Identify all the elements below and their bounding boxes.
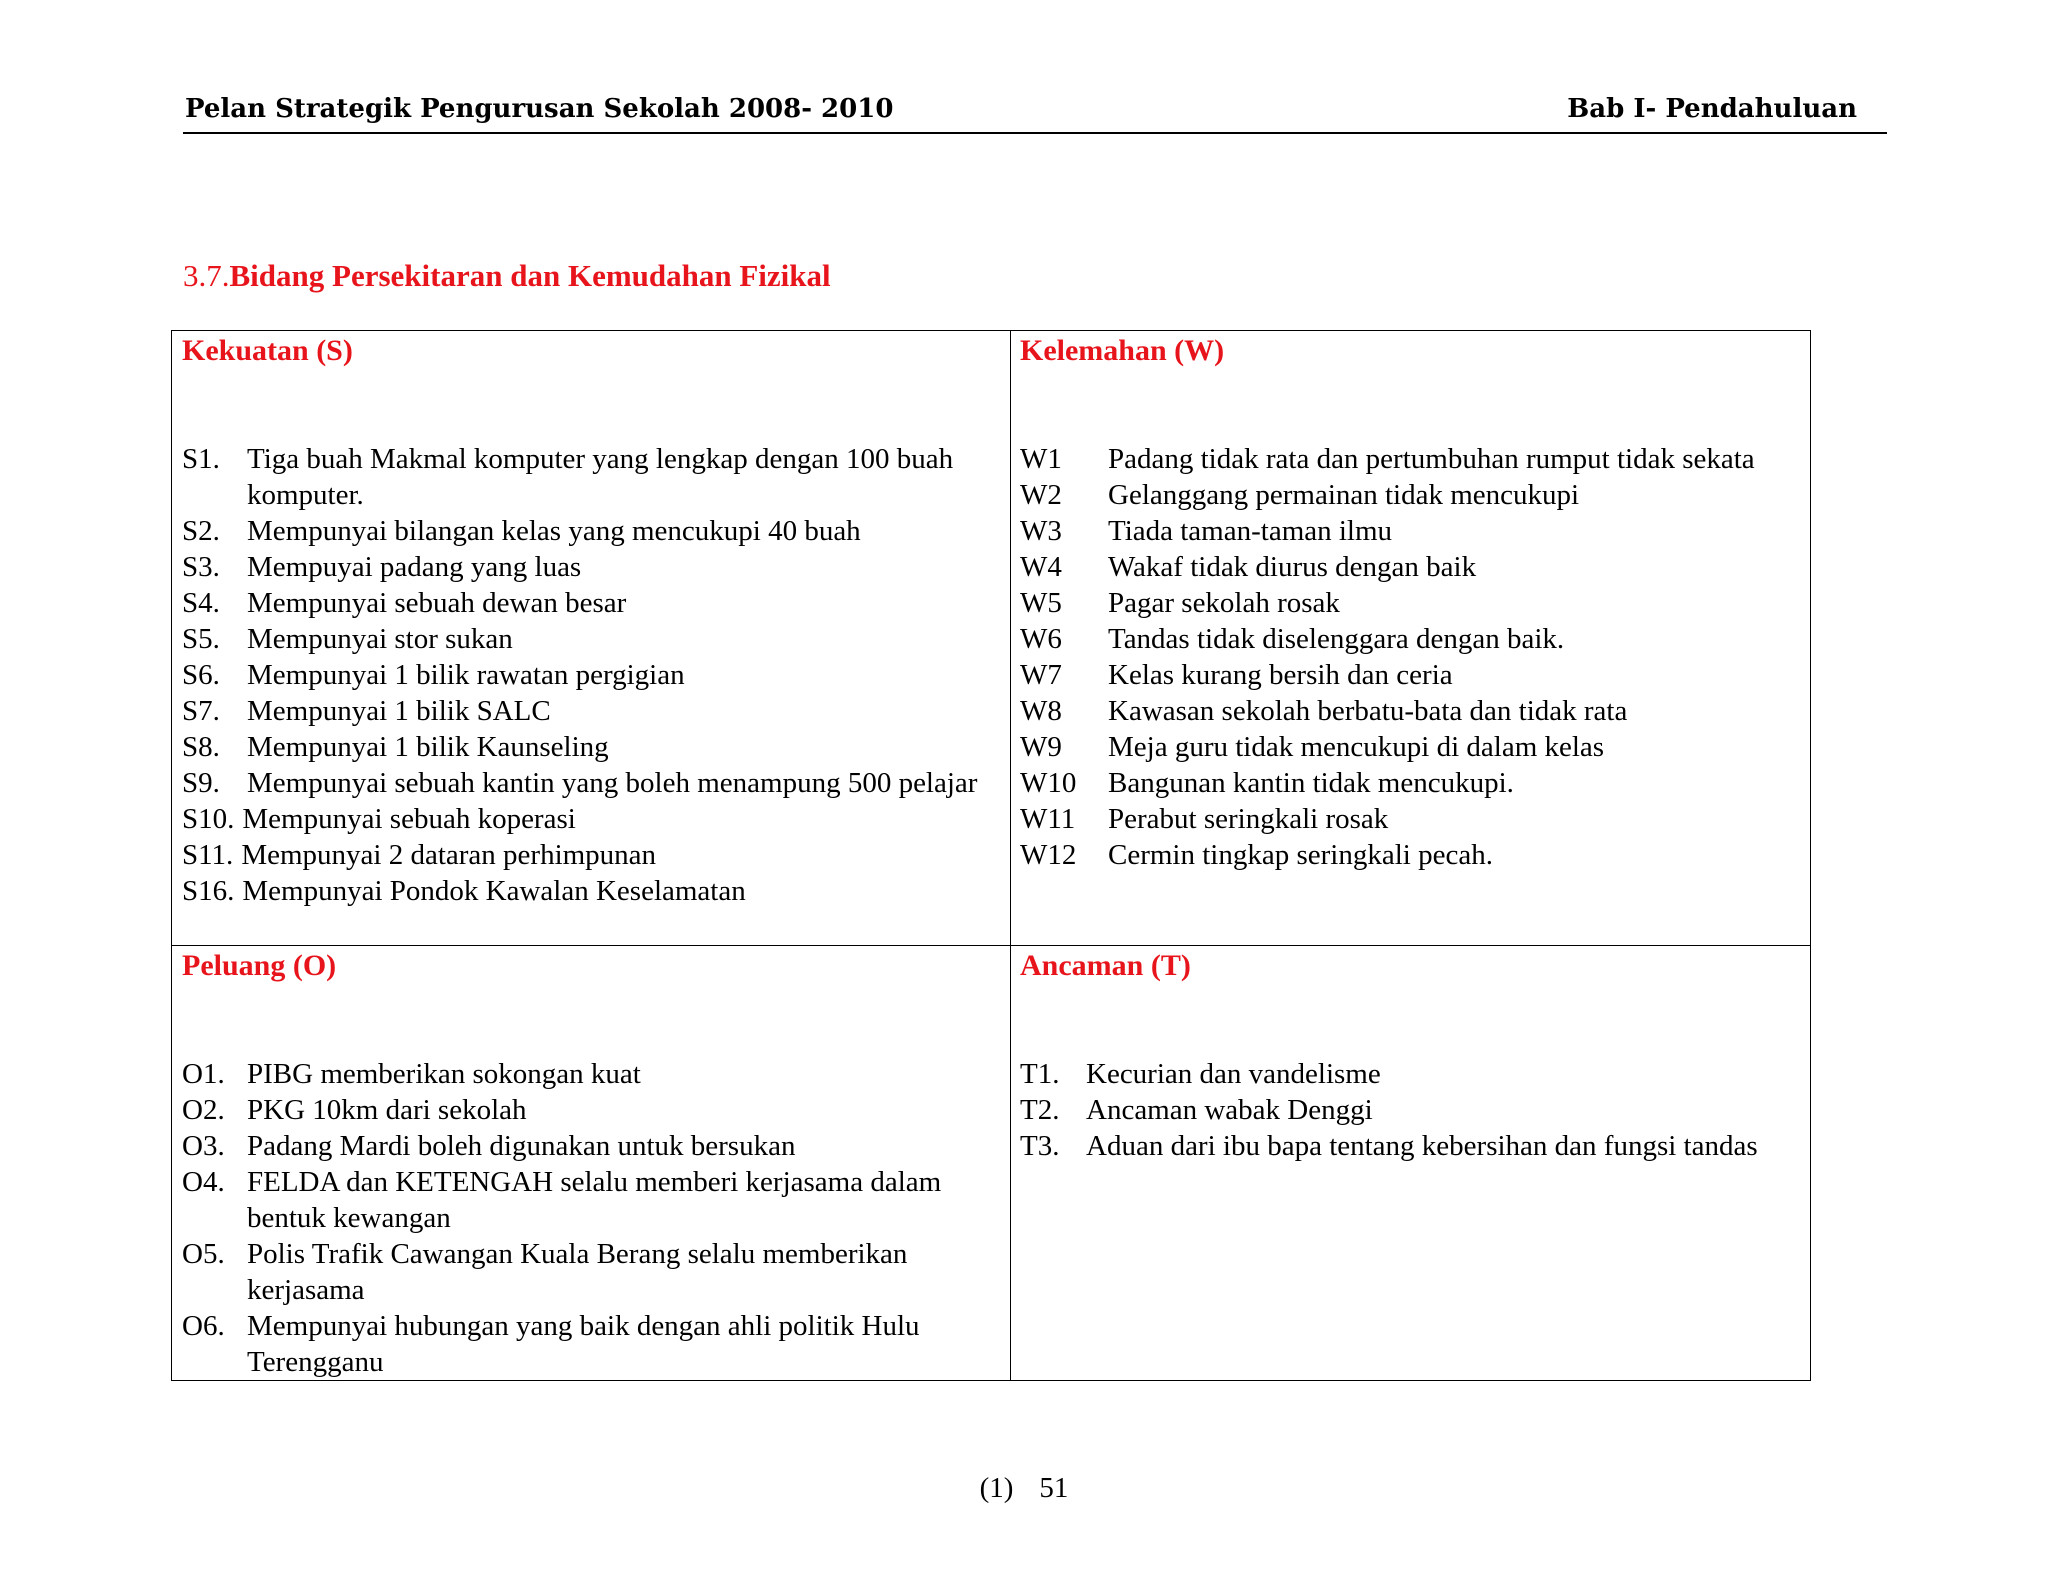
item-text: Ancaman wabak Denggi <box>1086 1094 1373 1126</box>
item-code: W12 <box>1020 839 1077 871</box>
list-item <box>182 441 1000 513</box>
item-code: O6. <box>182 1310 225 1342</box>
item-code: W7 <box>1020 659 1062 691</box>
item-text: Mempunyai sebuah kantin yang boleh menampung 500 pelajar <box>247 767 978 799</box>
item-code: O3. <box>182 1130 225 1162</box>
item-text: PIBG memberikan sokongan kuat <box>247 1058 641 1090</box>
item-code: W9 <box>1020 731 1062 763</box>
list-item <box>182 765 1000 801</box>
list-item <box>182 801 1000 837</box>
section-heading <box>183 258 831 294</box>
list-item <box>182 1092 1000 1128</box>
list-item <box>182 1164 1000 1236</box>
item-text: PKG 10km dari sekolah <box>247 1094 527 1126</box>
header-document-title: Pelan Strategik Pengurusan Sekolah 2008- 2010 <box>185 94 894 124</box>
strengths-title: Kekuatan (S) <box>182 334 353 367</box>
item-text: Mempunyai 1 bilik Kaunseling <box>247 731 609 763</box>
list-item <box>1020 657 1800 693</box>
item-text: Polis Trafik Cawangan Kuala Berang selalu memberikan kerjasama <box>247 1238 908 1306</box>
item-text: Mempunyai hubungan yang baik dengan ahli politik Hulu Terengganu <box>247 1310 920 1378</box>
item-text: Mempunyai stor sukan <box>247 623 513 655</box>
list-item <box>182 585 1000 621</box>
threats-list <box>1020 1056 1800 1164</box>
item-code: O2. <box>182 1094 225 1126</box>
list-item <box>182 837 1000 873</box>
list-item <box>1020 549 1800 585</box>
list-item <box>182 657 1000 693</box>
weaknesses-title: Kelemahan (W) <box>1020 334 1225 367</box>
item-code: T2. <box>1020 1094 1060 1126</box>
list-item <box>1020 1056 1800 1092</box>
item-text: Perabut seringkali rosak <box>1108 803 1389 835</box>
list-item <box>1020 693 1800 729</box>
weaknesses-cell <box>1010 331 1810 945</box>
item-code: S6. <box>182 659 220 691</box>
item-code: S3. <box>182 551 220 583</box>
list-item <box>182 693 1000 729</box>
item-code: S7. <box>182 695 220 727</box>
item-text: Mempuyai padang yang luas <box>247 551 582 583</box>
item-text: Mempunyai 2 dataran perhimpunan <box>241 839 657 871</box>
list-item <box>182 1128 1000 1164</box>
list-item <box>1020 621 1800 657</box>
item-text: Kecurian dan vandelisme <box>1086 1058 1381 1090</box>
item-text: Mempunyai sebuah dewan besar <box>247 587 627 619</box>
item-code: S1. <box>182 443 220 475</box>
swot-table <box>171 330 1811 1381</box>
list-item <box>1020 477 1800 513</box>
weaknesses-list <box>1020 441 1800 873</box>
section-number: 3.7. <box>183 258 230 293</box>
page-footer <box>0 1472 2048 1505</box>
item-text: Cermin tingkap seringkali pecah. <box>1108 839 1493 871</box>
item-text: Meja guru tidak mencukupi di dalam kelas <box>1108 731 1605 763</box>
item-text: Pagar sekolah rosak <box>1108 587 1340 619</box>
item-text: Tandas tidak diselenggara dengan baik. <box>1108 623 1565 655</box>
list-item <box>1020 729 1800 765</box>
list-item <box>182 729 1000 765</box>
section-title-text: Bidang Persekitaran dan Kemudahan Fizikal <box>229 258 831 293</box>
strengths-cell <box>172 331 1010 945</box>
list-item <box>1020 513 1800 549</box>
list-item <box>182 621 1000 657</box>
item-code: W2 <box>1020 479 1062 511</box>
list-item <box>182 1236 1000 1308</box>
item-text: Bangunan kantin tidak mencukupi. <box>1108 767 1514 799</box>
item-code: S2. <box>182 515 220 547</box>
item-text: Padang tidak rata dan pertumbuhan rumput tidak sekata <box>1108 443 1755 475</box>
item-code: T3. <box>1020 1130 1060 1162</box>
footer-section-marker: (1) <box>979 1472 1014 1504</box>
item-text: Kelas kurang bersih dan ceria <box>1108 659 1453 691</box>
item-code: W5 <box>1020 587 1062 619</box>
item-text: Mempunyai bilangan kelas yang mencukupi 40 buah <box>247 515 861 547</box>
item-text: Padang Mardi boleh digunakan untuk bersukan <box>247 1130 796 1162</box>
opportunities-title: Peluang (O) <box>182 949 337 982</box>
list-item <box>1020 441 1800 477</box>
item-text: Wakaf tidak diurus dengan baik <box>1108 551 1477 583</box>
list-item <box>182 513 1000 549</box>
item-code: S16. <box>182 875 235 907</box>
item-text: Aduan dari ibu bapa tentang kebersihan dan fungsi tandas <box>1086 1130 1758 1162</box>
item-code: W8 <box>1020 695 1062 727</box>
list-item <box>182 1308 1000 1380</box>
opportunities-list <box>182 1056 1000 1380</box>
list-item <box>1020 585 1800 621</box>
threats-title: Ancaman (T) <box>1020 949 1191 982</box>
item-code: O1. <box>182 1058 225 1090</box>
item-text: Mempunyai 1 bilik rawatan pergigian <box>247 659 685 691</box>
list-item <box>1020 1128 1800 1164</box>
item-text: FELDA dan KETENGAH selalu memberi kerjasama dalam bentuk kewangan <box>247 1166 942 1234</box>
list-item <box>182 549 1000 585</box>
header-chapter-title: Bab I- Pendahuluan <box>1567 94 1857 124</box>
item-text: Tiga buah Makmal komputer yang lengkap dengan 100 buah komputer. <box>247 443 954 511</box>
item-text: Tiada taman-taman ilmu <box>1108 515 1393 547</box>
item-code: S11. <box>182 839 234 871</box>
item-code: W10 <box>1020 767 1077 799</box>
item-code: W6 <box>1020 623 1062 655</box>
strengths-list <box>182 441 1000 909</box>
item-code: W1 <box>1020 443 1062 475</box>
item-code: S9. <box>182 767 220 799</box>
item-code: T1. <box>1020 1058 1060 1090</box>
item-text: Mempunyai sebuah koperasi <box>242 803 576 835</box>
item-code: W3 <box>1020 515 1062 547</box>
running-header <box>183 92 1887 134</box>
item-text: Mempunyai 1 bilik SALC <box>247 695 551 727</box>
item-code: W11 <box>1020 803 1076 835</box>
list-item <box>1020 765 1800 801</box>
item-text: Kawasan sekolah berbatu-bata dan tidak rata <box>1108 695 1628 727</box>
opportunities-cell <box>172 946 1010 1380</box>
item-code: S10. <box>182 803 235 835</box>
list-item <box>1020 837 1800 873</box>
page-number: 51 <box>1039 1472 1069 1504</box>
item-code: S4. <box>182 587 220 619</box>
item-code: W4 <box>1020 551 1062 583</box>
list-item <box>182 873 1000 909</box>
list-item <box>1020 1092 1800 1128</box>
item-text: Gelanggang permainan tidak mencukupi <box>1108 479 1580 511</box>
item-text: Mempunyai Pondok Kawalan Keselamatan <box>242 875 746 907</box>
item-code: O5. <box>182 1238 225 1270</box>
threats-cell <box>1010 946 1810 1380</box>
item-code: S8. <box>182 731 220 763</box>
list-item <box>182 1056 1000 1092</box>
list-item <box>1020 801 1800 837</box>
item-code: O4. <box>182 1166 225 1198</box>
item-code: S5. <box>182 623 220 655</box>
